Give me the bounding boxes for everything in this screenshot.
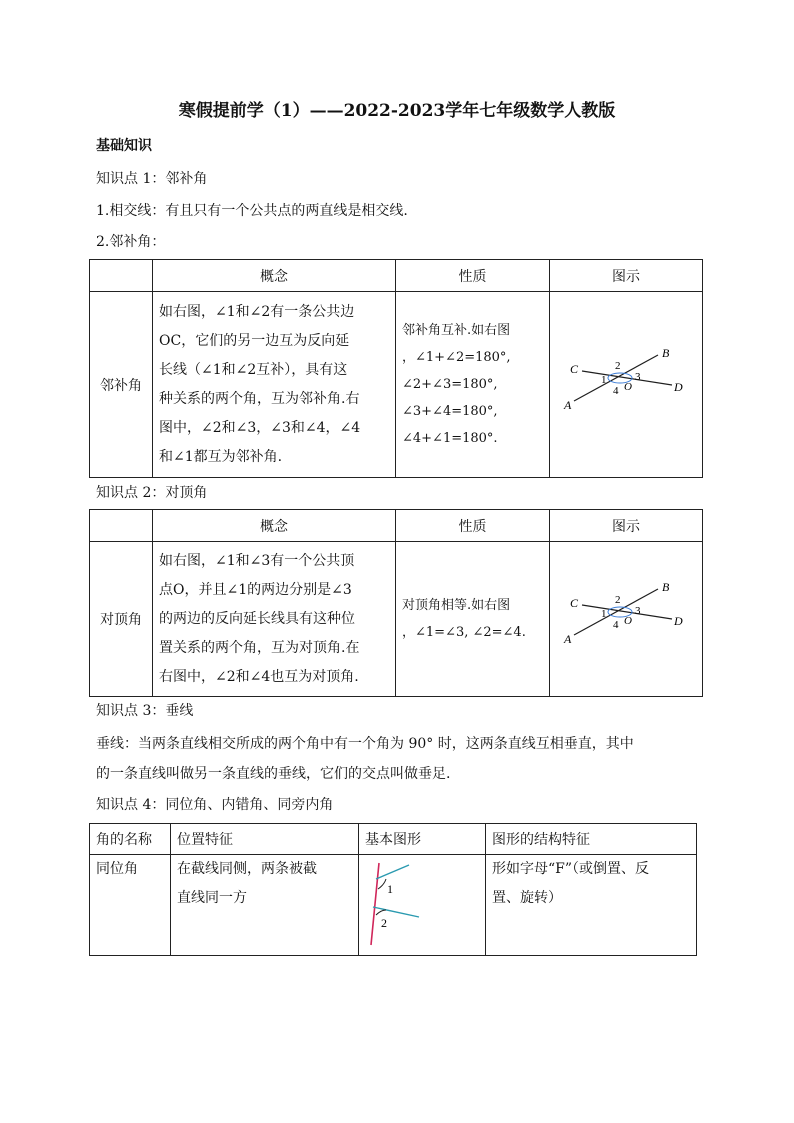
label-angle-1: 1 (387, 882, 393, 896)
table-row (90, 855, 697, 956)
table-header-row (90, 824, 697, 855)
label-angle-2: 2 (615, 359, 621, 372)
header-concept: 概念 (153, 260, 396, 292)
table-header-row (90, 260, 703, 292)
table-vertical-angles (89, 509, 703, 697)
label-a: A (564, 632, 572, 646)
concept-line: 如右图，∠1和∠2有一条公共边 (159, 303, 355, 320)
kp4-heading: 知识点 4：同位角、内错角、同旁内角 (96, 797, 334, 813)
position-cell (171, 855, 359, 956)
concept-line: 长线（∠1和∠2互补），具有这 (159, 361, 348, 378)
row-label: 对顶角 (90, 542, 153, 697)
section-heading: 基础知识 (96, 138, 152, 154)
angle-2-arc (376, 910, 386, 915)
concept-line: 的两边的反向延长线具有这种位 (159, 610, 355, 627)
corresponding-angles-diagram (359, 855, 473, 951)
concept-line: 置关系的两个角，互为对顶角.在 (159, 639, 360, 656)
property-line: ，∠1+∠2=180°, (402, 350, 511, 365)
structure-cell (486, 855, 697, 956)
concept-line: 图中，∠2和∠3，∠3和∠4，∠4 (159, 419, 361, 436)
header-structure: 图形的结构特征 (486, 824, 697, 855)
label-a: A (564, 397, 572, 412)
label-angle-2: 2 (615, 594, 621, 606)
diagram-cell (550, 542, 703, 697)
basic-figure-cell (359, 855, 486, 956)
header-concept: 概念 (153, 510, 396, 542)
header-property: 性质 (396, 260, 550, 292)
intersecting-lines-diagram (550, 577, 690, 657)
table-adjacent-supplementary (89, 259, 703, 478)
concept-line: 点O，并且∠1的两边分别是∠3 (159, 581, 352, 598)
diagram-cell (550, 292, 703, 478)
header-diagram: 图示 (550, 260, 703, 292)
position-line: 在截线同侧，两条被截 (177, 861, 317, 877)
label-o: O (624, 615, 632, 627)
kp3-heading: 知识点 3：垂线 (96, 703, 194, 719)
kp2-heading: 知识点 2：对顶角 (96, 485, 208, 501)
property-line: ∠4+∠1=180°. (402, 431, 498, 446)
header-empty (90, 510, 153, 542)
label-angle-3: 3 (635, 370, 641, 383)
concept-line: 和∠1都互为邻补角. (159, 448, 283, 465)
angle-1-arc (378, 879, 386, 889)
table-row (90, 542, 703, 697)
header-empty (90, 260, 153, 292)
property-cell (396, 542, 550, 697)
position-line: 直线同一方 (177, 890, 247, 906)
label-b: B (662, 580, 670, 594)
label-angle-4: 4 (613, 384, 619, 397)
angle-name-cell: 同位角 (90, 855, 171, 956)
upper-line (376, 865, 409, 879)
page-title: 寒假提前学（1）——2022-2023学年七年级数学人教版 (178, 101, 616, 121)
concept-line: OC，它们的另一边互为反向延 (159, 332, 350, 349)
property-line: 邻补角互补.如右图 (402, 323, 511, 338)
header-diagram: 图示 (550, 510, 703, 542)
label-angle-2: 2 (381, 916, 387, 930)
property-cell (396, 292, 550, 478)
property-line: ，∠1=∠3, ∠2=∠4. (402, 625, 526, 640)
kp3-line1: 垂线：当两条直线相交所成的两个角中有一个角为 90° 时，这两条直线互相垂直，其中 (96, 736, 634, 752)
header-angle-name: 角的名称 (90, 824, 171, 855)
label-angle-1: 1 (601, 373, 607, 386)
label-c: C (570, 596, 579, 610)
row-label: 邻补角 (90, 292, 153, 478)
label-d: D (674, 379, 683, 394)
property-line: 对顶角相等.如右图 (402, 598, 511, 613)
label-c: C (570, 361, 579, 376)
structure-line: 置、旋转） (492, 890, 562, 906)
label-angle-4: 4 (613, 619, 619, 631)
header-position: 位置特征 (171, 824, 359, 855)
label-angle-3: 3 (635, 605, 641, 617)
structure-line: 形如字母“F”（或倒置、反 (492, 861, 650, 877)
kp1-heading: 知识点 1：邻补角 (96, 171, 208, 187)
kp3-line2: 的一条直线叫做另一条直线的垂线，它们的交点叫做垂足. (96, 766, 451, 782)
transversal-line (371, 863, 379, 945)
concept-line: 种关系的两个角，互为邻补角.右 (159, 390, 360, 407)
concept-cell (153, 292, 396, 478)
concept-cell (153, 542, 396, 697)
kp1-line1: 1.相交线：有且只有一个公共点的两直线是相交线. (96, 203, 408, 219)
property-line: ∠2+∠3=180°, (402, 377, 498, 392)
label-b: B (662, 345, 670, 360)
table-angle-types (89, 823, 697, 956)
header-property: 性质 (396, 510, 550, 542)
table-header-row (90, 510, 703, 542)
property-line: ∠3+∠4=180°, (402, 404, 498, 419)
label-angle-1: 1 (601, 608, 607, 620)
label-o: O (624, 380, 632, 393)
kp1-line2: 2.邻补角： (96, 234, 166, 250)
table-row (90, 292, 703, 478)
label-d: D (674, 614, 683, 628)
concept-line: 右图中，∠2和∠4也互为对顶角. (159, 668, 359, 685)
header-basic-figure: 基本图形 (359, 824, 486, 855)
intersecting-lines-diagram (550, 343, 690, 423)
concept-line: 如右图，∠1和∠3有一个公共顶 (159, 552, 355, 569)
